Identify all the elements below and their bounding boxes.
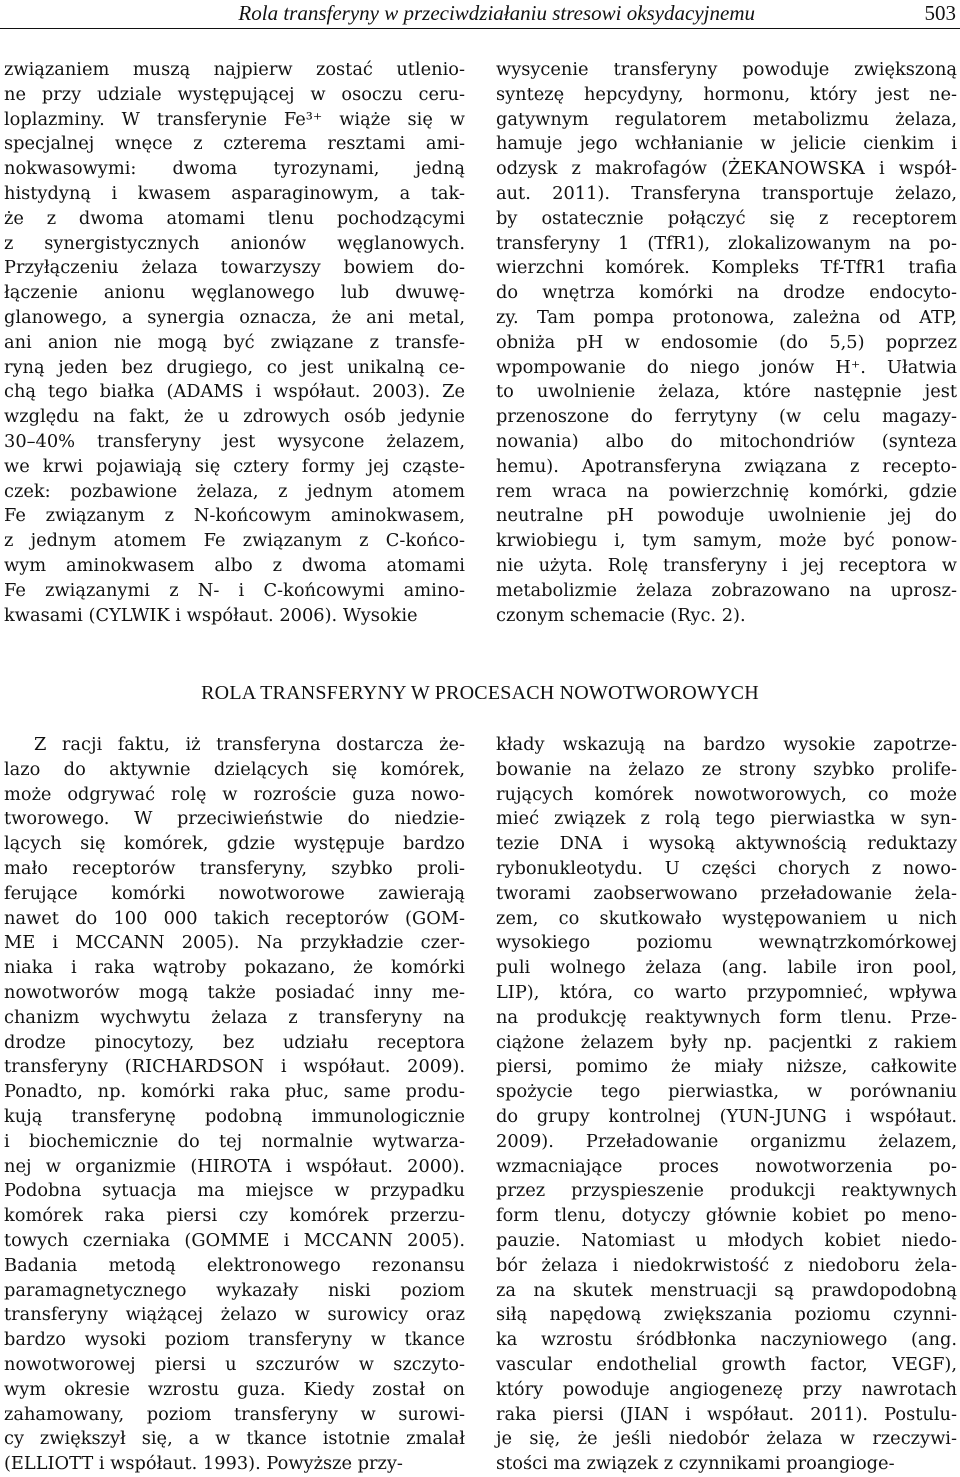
text-line: łączenie anionu węglanowego lub dwuwę- — [4, 282, 465, 304]
text-line: nowotworowej piersi u szczurów w szczyto- — [4, 1353, 465, 1375]
text-line: z jednym atomem Fe związanym z C-końco- — [4, 530, 465, 552]
text-line: transferyny wiążącej żelazo w surowicy oraz — [4, 1304, 465, 1326]
text-line: gatywnym regulatorem metabolizmu żelaza, — [496, 108, 957, 130]
text-line: że z dwoma atomami tlenu pochodzącymi — [4, 207, 465, 229]
text-line: nie użyta. Rolę transferyny i jej receptora w — [496, 554, 957, 576]
text-line: drodze pinocytozy, bez udziału receptora — [4, 1031, 465, 1053]
page-number: 503 — [924, 1, 956, 25]
text-line: neutralne pH powoduje uwolnienie jej do — [496, 505, 957, 527]
text-line: kują transferynę podobną immunologicznie — [4, 1105, 465, 1127]
text-line: histydyną i kwasem asparaginowym, a tak- — [4, 182, 465, 204]
text-line: nokwasowymi: dwoma tyrozynami, jedną — [4, 158, 465, 180]
text-line: lących się komórek, gdzie występuje bardzo — [4, 833, 465, 855]
text-line: ka wzrostu śródbłonka naczyniowego (ang. — [496, 1329, 957, 1351]
text-line: czonym schemacie (Ryc. 2). — [496, 604, 746, 626]
text-line: piersi, pomimo że miały niższe, całkowite — [496, 1056, 957, 1078]
text-line: spożycie tego pierwiastka, w porównaniu — [496, 1081, 957, 1103]
text-line: zy. Tam pompa protonowa, zależna od ATP, — [496, 306, 957, 328]
text-line: bór żelaza i niedokrwistość z niedoboru żela- — [496, 1254, 957, 1276]
text-line: Z racji faktu, iż transferyna dostarcza że- — [34, 734, 465, 755]
text-line: Badania metodą elektronowego rezonansu — [4, 1254, 465, 1276]
text-line: to uwolnienie żelaza, które następnie jest — [496, 381, 957, 403]
text-line: nej w organizmie (HIROTA i współaut. 2000). — [4, 1155, 465, 1177]
text-line: czek: pozbawione żelaza, z jednym atomem — [4, 480, 465, 502]
text-line: wierzchni komórek. Kompleks Tf-TfR1 trafia — [496, 257, 957, 279]
text-line: Ponadto, np. komórki raka płuc, same produ- — [4, 1081, 465, 1103]
text-line: chą tego białka (ADAMS i współaut. 2003). Ze — [4, 381, 465, 403]
text-line: stości ma związek z czynnikami proangioge- — [496, 1453, 895, 1475]
text-line: form tlenu, dotyczy głównie kobiet po meno- — [496, 1205, 957, 1227]
text-line: rem wraca na powierzchnię komórki, gdzie — [496, 480, 957, 502]
text-line: zahamowany, poziom transferyny w surowi- — [4, 1403, 465, 1425]
text-line: transferyny 1 (TfR1), zlokalizowanym na po- — [496, 232, 957, 254]
text-line: nowania) albo do mitochondriów (synteza — [496, 430, 957, 452]
text-line: je się, że jeśli niedobór żelaza w rzeczywi- — [496, 1428, 957, 1450]
text-line: wysokiego poziomu wewnątrzkomórkowej — [496, 932, 957, 954]
text-line: syntezę hepcydyny, hormonu, który jest ne- — [496, 83, 957, 105]
text-line: wzmacniające proces nowotworzenia po- — [496, 1155, 957, 1177]
text-line: siłą napędową zwiększania poziomu czynni- — [496, 1304, 957, 1326]
body-column-bottom-right — [496, 733, 957, 1477]
text-line: (ELLIOTT i współaut. 1993). Powyższe przy- — [4, 1453, 403, 1475]
text-line: krwiobiegu i, tym samym, może być ponow- — [496, 530, 957, 552]
text-line: za na skutek menstruacji są prawdopodobną — [496, 1279, 957, 1301]
text-line: towych czerniaka (GOMME i MCCANN 2005). — [4, 1229, 465, 1251]
running-title: Rola transferyny w przeciwdziałaniu stresowi oksydacyjnemu — [238, 1, 755, 25]
text-line: ryną jeden bez drugiego, co jest unikalną ce- — [4, 356, 465, 378]
text-line: na produkcję reaktywnych form tlenu. Prze- — [496, 1006, 957, 1028]
text-line: 30–40% transferyny jest wysycone żelazem, — [4, 430, 465, 452]
text-line: specjalnej wnęce z czterema resztami ami- — [4, 133, 465, 155]
text-line: chanizm wychwytu żelaza z transferyny na — [4, 1006, 465, 1028]
text-line: nowotworów mogą także posiadać inny me- — [4, 981, 465, 1003]
text-line: nawet do 100 000 takich receptorów (GOM- — [4, 907, 465, 929]
text-line: lazo do aktywnie dzielących się komórek, — [4, 758, 465, 780]
text-line: wym aminokwasem albo z dwoma atomami — [4, 554, 465, 576]
text-line: kłady wskazują na bardzo wysokie zapotrze- — [496, 734, 957, 755]
text-line: cy zwiększył się, a w tkance istotnie zmalał — [4, 1428, 465, 1450]
body-column-top-right — [496, 58, 957, 628]
text-line: puli wolnego żelaza (ang. labile iron pool, — [496, 957, 957, 979]
text-line: ferujące komórki nowotworowe zawierają — [4, 882, 465, 904]
text-line: bowanie na żelazo ze strony szybko prolife- — [496, 758, 957, 780]
text-line: wpompowanie do niego jonów H⁺. Ułatwia — [496, 356, 957, 378]
text-line: kwasami (CYLWIK i współaut. 2006). Wysokie — [4, 604, 418, 626]
text-line: by ostatecznie połączyć się z receptorem — [496, 207, 957, 229]
text-line: tworowego. W przeciwieństwie do niedzie- — [4, 808, 465, 830]
text-line: bardzo wysoki poziom transferyny w tkance — [4, 1329, 465, 1351]
text-line: zem, co skutkowało występowaniem u nich — [496, 907, 957, 929]
header-rule — [0, 28, 960, 29]
text-line: który powoduje angiogenezę przy nawrotach — [496, 1378, 957, 1400]
text-line: hemu). Apotransferyna związana z recepto- — [496, 455, 957, 477]
text-line: paramagnetycznego wykazały niski poziom — [4, 1279, 465, 1301]
text-line: z synergistycznych anionów węglanowych. — [4, 232, 465, 254]
text-line: mało receptorów transferyny, szybko proli- — [4, 857, 465, 879]
text-line: vascular endothelial growth factor, VEGF), — [496, 1353, 957, 1375]
text-line: glanowego, a synergia oznacza, że ani metal, — [4, 306, 465, 328]
text-line: obniża pH w endosomie (do 5,5) poprzez — [496, 331, 957, 353]
text-line: ne przy udziale występującej w osoczu ceru- — [4, 83, 465, 105]
text-line: rybonukleotydu. U części chorych z nowo- — [496, 857, 957, 879]
text-line: względu na fakt, że u zdrowych osób jedynie — [4, 406, 465, 428]
section-heading: ROLA TRANSFERYNY W PROCESACH NOWOTWOROWYCH — [201, 682, 759, 704]
text-line: Podobna sytuacja ma miejsce w przypadku — [4, 1180, 465, 1202]
text-line: ciążone żelazem były np. pacjentki z rakiem — [496, 1031, 957, 1053]
text-line: do grupy kontrolnej (YUN-JUNG i współaut. — [496, 1105, 957, 1127]
text-line: tezie DNA i wysoką aktywnością reduktazy — [496, 833, 957, 855]
text-line: wym okresie wzrostu guza. Kiedy został on — [4, 1378, 465, 1400]
body-column-bottom-left — [4, 733, 465, 1477]
text-line: transferyny (RICHARDSON i współaut. 2009). — [4, 1056, 465, 1078]
text-line: i biochemicznie do tej normalnie wytwarza- — [4, 1130, 465, 1152]
text-line: LIP), która, co warto przypomnieć, wpływa — [496, 981, 957, 1003]
text-line: raka piersi (JIAN i współaut. 2011). Postulu- — [496, 1403, 957, 1425]
text-line: do wnętrza komórki na drodze endocyto- — [496, 282, 957, 304]
text-line: 2009). Przeładowanie organizmu żelazem, — [496, 1130, 957, 1152]
text-line: komórek raka piersi czy komórek przerzu- — [4, 1205, 465, 1227]
text-line: pauzie. Natomiast u młodych kobiet niedo- — [496, 1229, 957, 1251]
text-line: aut. 2011). Transferyna transportuje żelazo, — [496, 182, 957, 204]
text-line: odzysk z makrofagów (ŻEKANOWSKA i współ- — [496, 158, 957, 180]
text-line: Fe związanym z N-końcowym aminokwasem, — [4, 505, 465, 527]
text-line: loplazminy. W transferynie Fe³⁺ wiąże się w — [4, 108, 465, 130]
text-line: Przyłączeniu żelaza towarzyszy bowiem do- — [4, 257, 465, 279]
text-line: mieć związek z rolą tego pierwiastka w syn- — [496, 808, 957, 830]
text-line: niaka i raka wątroby pokazano, że komórki — [4, 957, 465, 979]
text-line: przez przyspieszenie produkcji reaktywnych — [496, 1180, 957, 1202]
text-line: tworami zaobserwowano przeładowanie żela- — [496, 882, 957, 904]
text-line: rujących komórek nowotworowych, co może — [496, 783, 957, 805]
text-line: wysycenie transferyny powoduje zwiększoną — [496, 59, 957, 80]
body-column-top-left — [4, 58, 465, 628]
text-line: we krwi pojawiają się cztery formy jej cząste- — [4, 455, 465, 477]
text-line: Fe związanymi z N- i C-końcowymi amino- — [4, 579, 465, 601]
text-line: związaniem muszą najpierw zostać utlenio- — [4, 59, 465, 80]
text-line: ME i MCCANN 2005). Na przykładzie czer- — [4, 932, 465, 954]
text-line: metabolizmie żelaza zobrazowano na uprosz- — [496, 579, 957, 601]
text-line: hamuje jego wchłanianie w jelicie cienkim i — [496, 133, 957, 155]
text-line: przenoszone do ferrytyny (w celu magazy- — [496, 406, 957, 428]
text-line: ani anion nie mogą być związane z transfe- — [4, 331, 465, 353]
text-line: może odgrywać rolę w rozroście guza nowo- — [4, 783, 465, 805]
